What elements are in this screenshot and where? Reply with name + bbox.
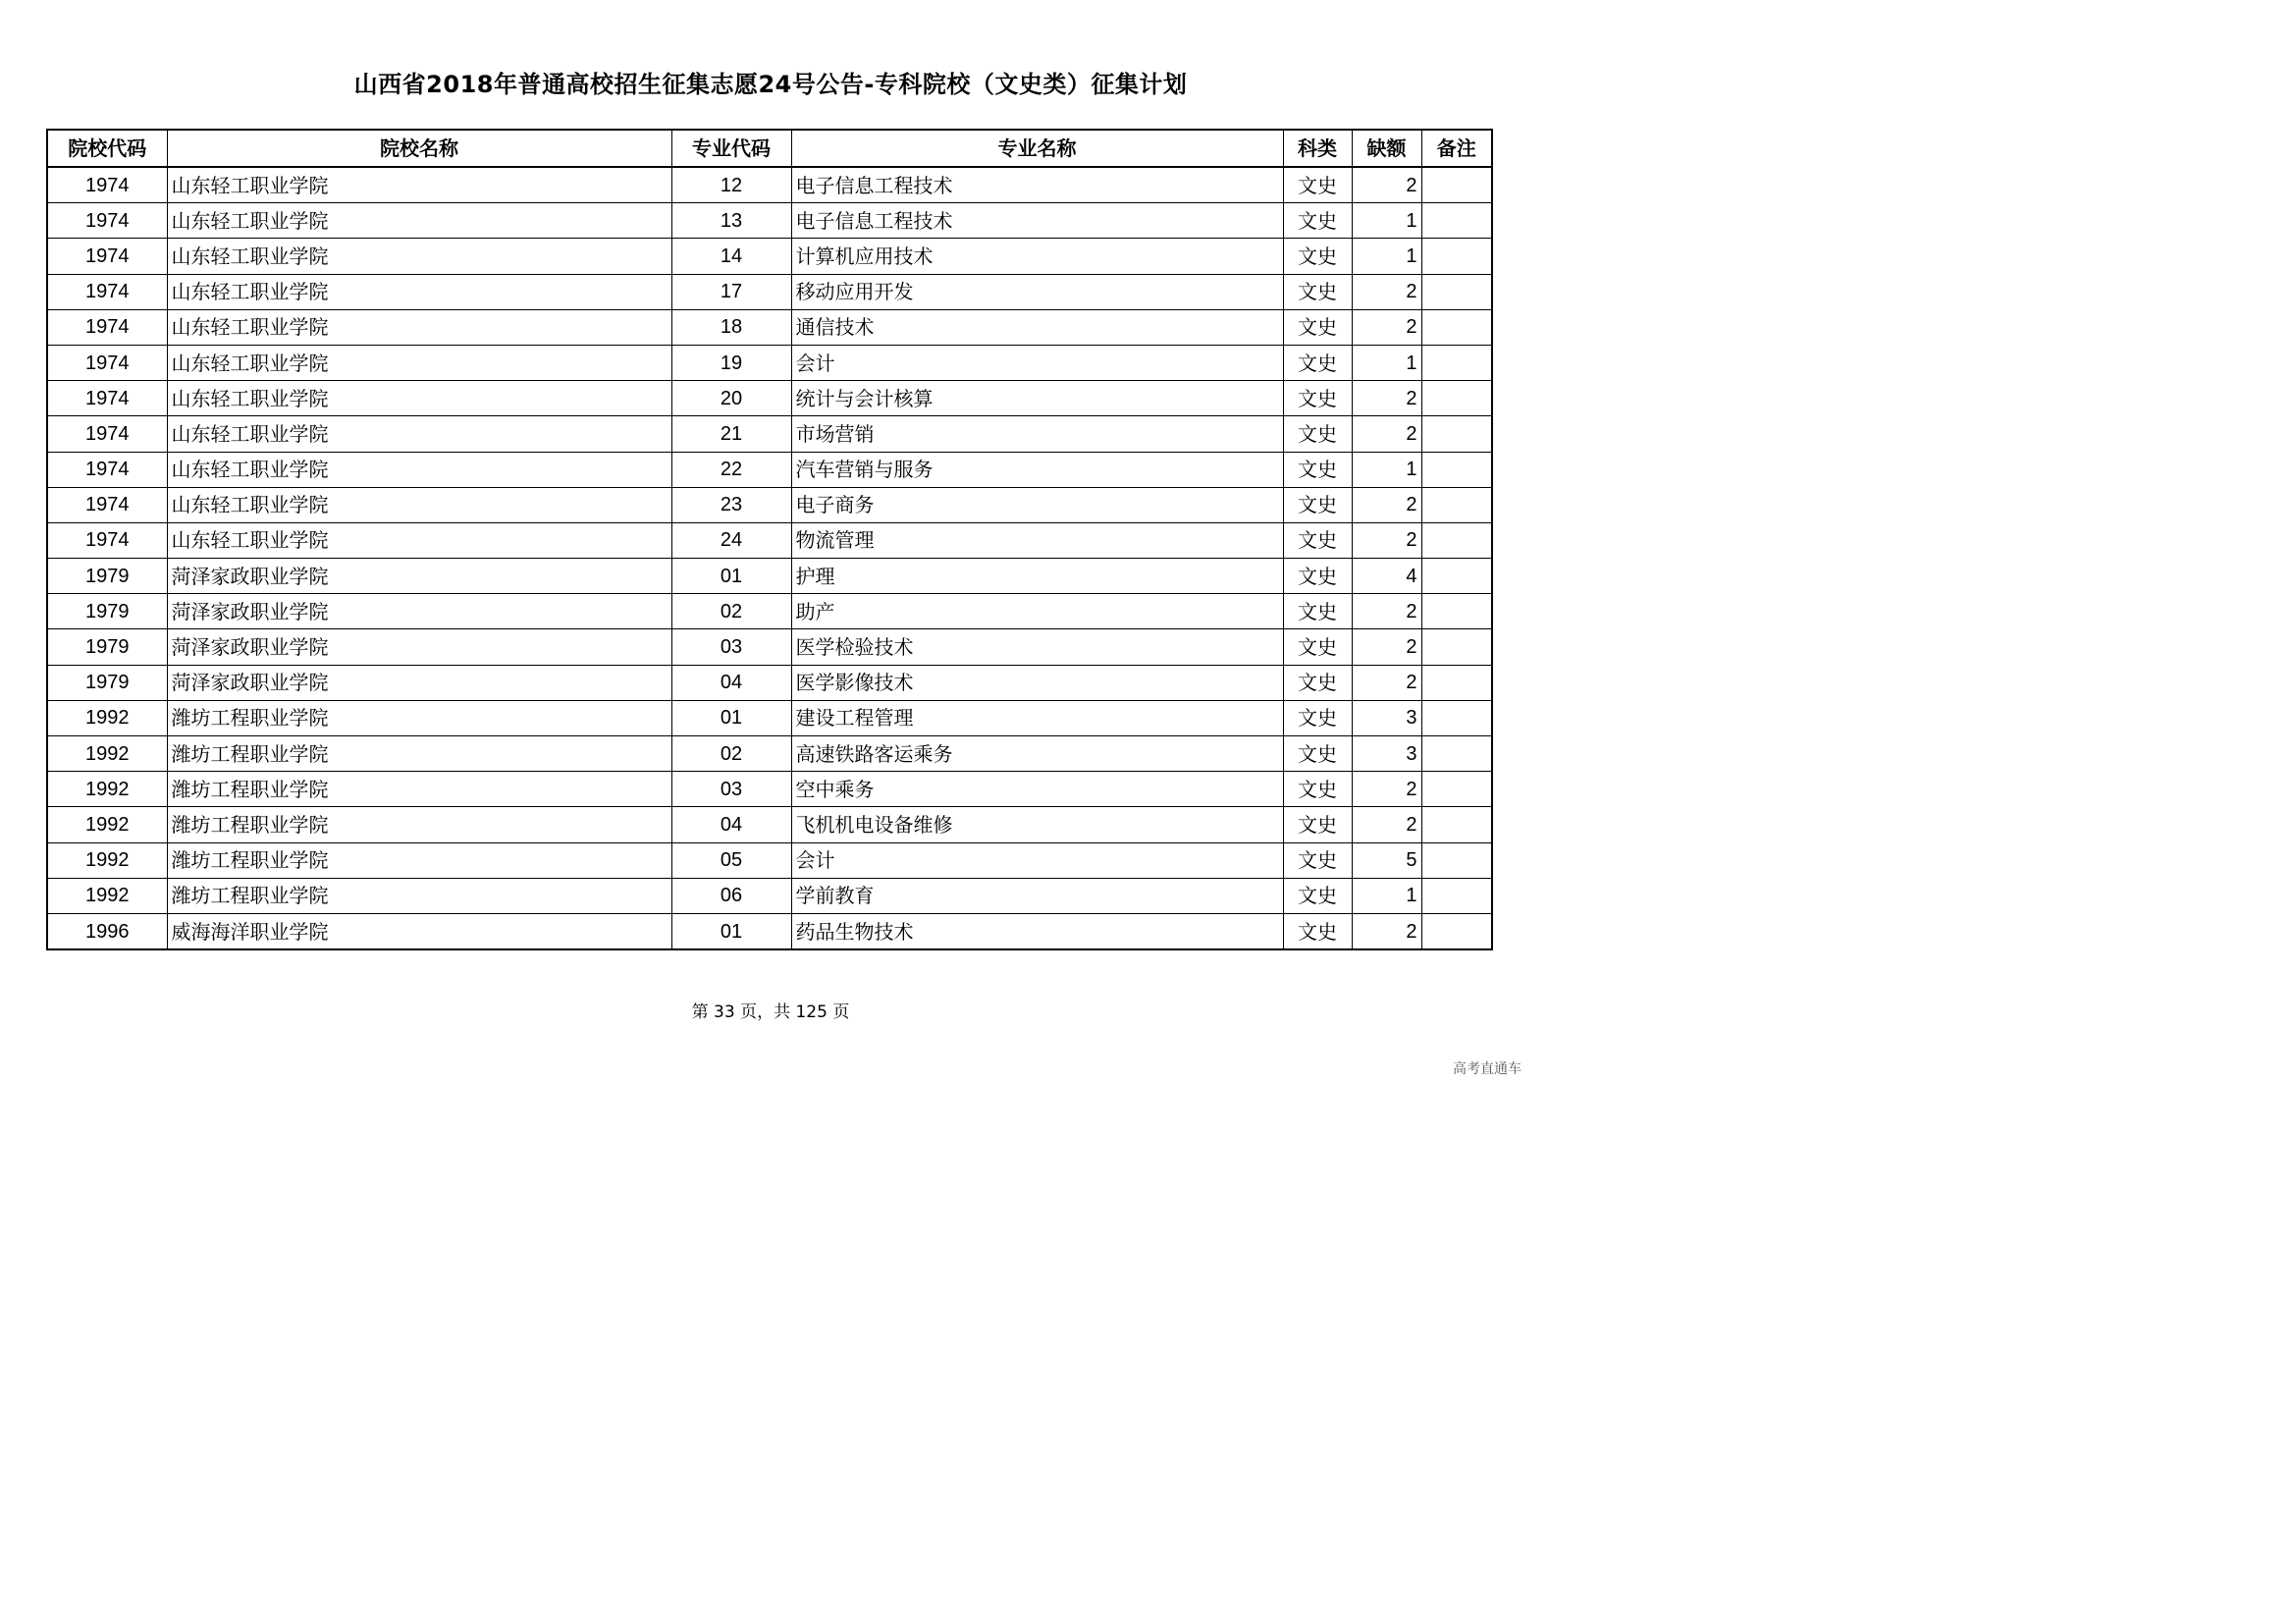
cell-school-code: 1974 [47, 345, 167, 380]
table-row [47, 381, 1492, 416]
cell-school-code: 1974 [47, 381, 167, 416]
cell-major-name: 电子信息工程技术 [791, 203, 1283, 239]
cell-major-name: 统计与会计核算 [791, 381, 1283, 416]
table-row [47, 807, 1492, 842]
cell-school-name: 菏泽家政职业学院 [167, 594, 671, 629]
cell-major-name: 汽车营销与服务 [791, 452, 1283, 487]
cell-school-name: 山东轻工职业学院 [167, 345, 671, 380]
cell-major-code: 03 [671, 772, 791, 807]
cell-major-code: 12 [671, 167, 791, 203]
cell-vacancy: 2 [1352, 309, 1421, 345]
cell-school-name: 潍坊工程职业学院 [167, 736, 671, 772]
table-header-row [47, 130, 1492, 167]
cell-major-name: 电子商务 [791, 487, 1283, 522]
cell-vacancy: 2 [1352, 167, 1421, 203]
table-row [47, 913, 1492, 949]
cell-vacancy: 2 [1352, 416, 1421, 452]
cell-school-name: 潍坊工程职业学院 [167, 772, 671, 807]
cell-category: 文史 [1283, 842, 1352, 878]
header-major-code: 专业代码 [671, 130, 791, 167]
watermark: 高考直通车 [1453, 1061, 1522, 1077]
cell-category: 文史 [1283, 878, 1352, 913]
cell-category: 文史 [1283, 629, 1352, 665]
cell-school-code: 1979 [47, 629, 167, 665]
cell-remarks [1421, 309, 1492, 345]
cell-category: 文史 [1283, 700, 1352, 735]
cell-school-name: 威海海洋职业学院 [167, 913, 671, 949]
cell-remarks [1421, 772, 1492, 807]
cell-major-code: 19 [671, 345, 791, 380]
cell-school-name: 潍坊工程职业学院 [167, 842, 671, 878]
cell-category: 文史 [1283, 807, 1352, 842]
cell-remarks [1421, 381, 1492, 416]
cell-major-code: 20 [671, 381, 791, 416]
table-row [47, 522, 1492, 558]
table-row [47, 878, 1492, 913]
cell-major-name: 学前教育 [791, 878, 1283, 913]
cell-major-name: 电子信息工程技术 [791, 167, 1283, 203]
cell-remarks [1421, 842, 1492, 878]
cell-major-name: 通信技术 [791, 309, 1283, 345]
page-title: 山西省2018年普通高校招生征集志愿24号公告-专科院校（文史类）征集计划 [353, 71, 1188, 98]
header-category: 科类 [1283, 130, 1352, 167]
cell-category: 文史 [1283, 913, 1352, 949]
header-major-name: 专业名称 [791, 130, 1283, 167]
table-row [47, 452, 1492, 487]
cell-vacancy: 5 [1352, 842, 1421, 878]
table-row [47, 487, 1492, 522]
cell-vacancy: 1 [1352, 239, 1421, 274]
cell-school-code: 1979 [47, 594, 167, 629]
cell-major-name: 医学影像技术 [791, 665, 1283, 700]
cell-school-name: 菏泽家政职业学院 [167, 629, 671, 665]
cell-major-name: 护理 [791, 559, 1283, 594]
cell-remarks [1421, 878, 1492, 913]
cell-major-code: 01 [671, 913, 791, 949]
cell-remarks [1421, 700, 1492, 735]
cell-major-code: 14 [671, 239, 791, 274]
cell-vacancy: 2 [1352, 772, 1421, 807]
cell-category: 文史 [1283, 167, 1352, 203]
table-row [47, 736, 1492, 772]
cell-vacancy: 3 [1352, 736, 1421, 772]
cell-school-code: 1974 [47, 274, 167, 309]
table-row [47, 167, 1492, 203]
cell-school-name: 山东轻工职业学院 [167, 487, 671, 522]
cell-vacancy: 4 [1352, 559, 1421, 594]
cell-major-code: 13 [671, 203, 791, 239]
cell-school-code: 1974 [47, 452, 167, 487]
cell-remarks [1421, 487, 1492, 522]
cell-school-code: 1979 [47, 665, 167, 700]
cell-vacancy: 2 [1352, 665, 1421, 700]
cell-category: 文史 [1283, 203, 1352, 239]
cell-school-code: 1974 [47, 309, 167, 345]
cell-category: 文史 [1283, 594, 1352, 629]
cell-vacancy: 2 [1352, 594, 1421, 629]
cell-remarks [1421, 665, 1492, 700]
cell-major-code: 17 [671, 274, 791, 309]
table-row [47, 345, 1492, 380]
table-row [47, 842, 1492, 878]
cell-major-name: 药品生物技术 [791, 913, 1283, 949]
cell-remarks [1421, 203, 1492, 239]
cell-category: 文史 [1283, 736, 1352, 772]
cell-school-code: 1992 [47, 772, 167, 807]
table-row [47, 629, 1492, 665]
cell-major-name: 助产 [791, 594, 1283, 629]
cell-vacancy: 2 [1352, 522, 1421, 558]
cell-category: 文史 [1283, 487, 1352, 522]
cell-school-name: 菏泽家政职业学院 [167, 665, 671, 700]
cell-category: 文史 [1283, 416, 1352, 452]
cell-category: 文史 [1283, 452, 1352, 487]
cell-remarks [1421, 167, 1492, 203]
table-row [47, 239, 1492, 274]
cell-major-name: 空中乘务 [791, 772, 1283, 807]
cell-major-name: 物流管理 [791, 522, 1283, 558]
cell-major-code: 22 [671, 452, 791, 487]
header-school-code: 院校代码 [47, 130, 167, 167]
cell-school-name: 山东轻工职业学院 [167, 309, 671, 345]
cell-school-name: 山东轻工职业学院 [167, 274, 671, 309]
cell-major-code: 21 [671, 416, 791, 452]
cell-remarks [1421, 345, 1492, 380]
cell-vacancy: 2 [1352, 629, 1421, 665]
cell-major-code: 24 [671, 522, 791, 558]
cell-school-name: 潍坊工程职业学院 [167, 807, 671, 842]
cell-category: 文史 [1283, 239, 1352, 274]
page-number-footer: 第 33 页，共 125 页 [691, 1002, 850, 1022]
cell-school-name: 山东轻工职业学院 [167, 416, 671, 452]
cell-school-name: 山东轻工职业学院 [167, 167, 671, 203]
cell-school-code: 1974 [47, 167, 167, 203]
cell-category: 文史 [1283, 559, 1352, 594]
table-row [47, 700, 1492, 735]
table-row [47, 594, 1492, 629]
cell-remarks [1421, 559, 1492, 594]
cell-major-code: 04 [671, 807, 791, 842]
table-row [47, 559, 1492, 594]
cell-major-name: 计算机应用技术 [791, 239, 1283, 274]
cell-school-code: 1979 [47, 559, 167, 594]
cell-remarks [1421, 416, 1492, 452]
cell-major-name: 会计 [791, 345, 1283, 380]
cell-major-code: 06 [671, 878, 791, 913]
cell-school-code: 1974 [47, 203, 167, 239]
cell-major-name: 建设工程管理 [791, 700, 1283, 735]
header-vacancy: 缺额 [1352, 130, 1421, 167]
cell-school-name: 山东轻工职业学院 [167, 452, 671, 487]
cell-major-code: 04 [671, 665, 791, 700]
cell-school-code: 1974 [47, 416, 167, 452]
cell-category: 文史 [1283, 772, 1352, 807]
header-school-name: 院校名称 [167, 130, 671, 167]
cell-category: 文史 [1283, 665, 1352, 700]
cell-vacancy: 2 [1352, 381, 1421, 416]
table-body [47, 167, 1492, 949]
cell-major-name: 移动应用开发 [791, 274, 1283, 309]
cell-category: 文史 [1283, 381, 1352, 416]
cell-category: 文史 [1283, 309, 1352, 345]
cell-remarks [1421, 239, 1492, 274]
cell-school-name: 山东轻工职业学院 [167, 239, 671, 274]
cell-school-name: 菏泽家政职业学院 [167, 559, 671, 594]
cell-school-code: 1992 [47, 842, 167, 878]
cell-school-code: 1996 [47, 913, 167, 949]
cell-vacancy: 3 [1352, 700, 1421, 735]
cell-remarks [1421, 913, 1492, 949]
cell-vacancy: 2 [1352, 487, 1421, 522]
cell-school-code: 1992 [47, 700, 167, 735]
cell-major-code: 05 [671, 842, 791, 878]
cell-remarks [1421, 807, 1492, 842]
cell-school-name: 潍坊工程职业学院 [167, 700, 671, 735]
cell-category: 文史 [1283, 522, 1352, 558]
cell-school-code: 1974 [47, 487, 167, 522]
cell-school-name: 山东轻工职业学院 [167, 203, 671, 239]
cell-school-code: 1992 [47, 736, 167, 772]
cell-major-name: 市场营销 [791, 416, 1283, 452]
cell-major-code: 23 [671, 487, 791, 522]
cell-vacancy: 1 [1352, 878, 1421, 913]
cell-major-name: 会计 [791, 842, 1283, 878]
table-row [47, 665, 1492, 700]
table-row [47, 309, 1492, 345]
cell-school-name: 山东轻工职业学院 [167, 522, 671, 558]
cell-school-code: 1992 [47, 807, 167, 842]
cell-vacancy: 2 [1352, 274, 1421, 309]
cell-remarks [1421, 452, 1492, 487]
cell-major-code: 01 [671, 559, 791, 594]
cell-school-code: 1992 [47, 878, 167, 913]
cell-remarks [1421, 522, 1492, 558]
cell-major-name: 高速铁路客运乘务 [791, 736, 1283, 772]
header-remarks: 备注 [1421, 130, 1492, 167]
cell-remarks [1421, 629, 1492, 665]
cell-remarks [1421, 594, 1492, 629]
cell-remarks [1421, 274, 1492, 309]
cell-major-code: 02 [671, 736, 791, 772]
cell-category: 文史 [1283, 274, 1352, 309]
cell-school-name: 潍坊工程职业学院 [167, 878, 671, 913]
cell-major-name: 飞机机电设备维修 [791, 807, 1283, 842]
cell-major-code: 18 [671, 309, 791, 345]
cell-school-code: 1974 [47, 239, 167, 274]
cell-major-code: 03 [671, 629, 791, 665]
cell-major-code: 01 [671, 700, 791, 735]
cell-major-code: 02 [671, 594, 791, 629]
table-row [47, 772, 1492, 807]
enrollment-plan-table [46, 129, 1493, 950]
cell-school-name: 山东轻工职业学院 [167, 381, 671, 416]
table-row [47, 203, 1492, 239]
cell-category: 文史 [1283, 345, 1352, 380]
table-row [47, 274, 1492, 309]
table-row [47, 416, 1492, 452]
cell-vacancy: 1 [1352, 452, 1421, 487]
cell-vacancy: 2 [1352, 807, 1421, 842]
cell-vacancy: 1 [1352, 203, 1421, 239]
cell-major-name: 医学检验技术 [791, 629, 1283, 665]
cell-vacancy: 2 [1352, 913, 1421, 949]
cell-remarks [1421, 736, 1492, 772]
cell-vacancy: 1 [1352, 345, 1421, 380]
cell-school-code: 1974 [47, 522, 167, 558]
